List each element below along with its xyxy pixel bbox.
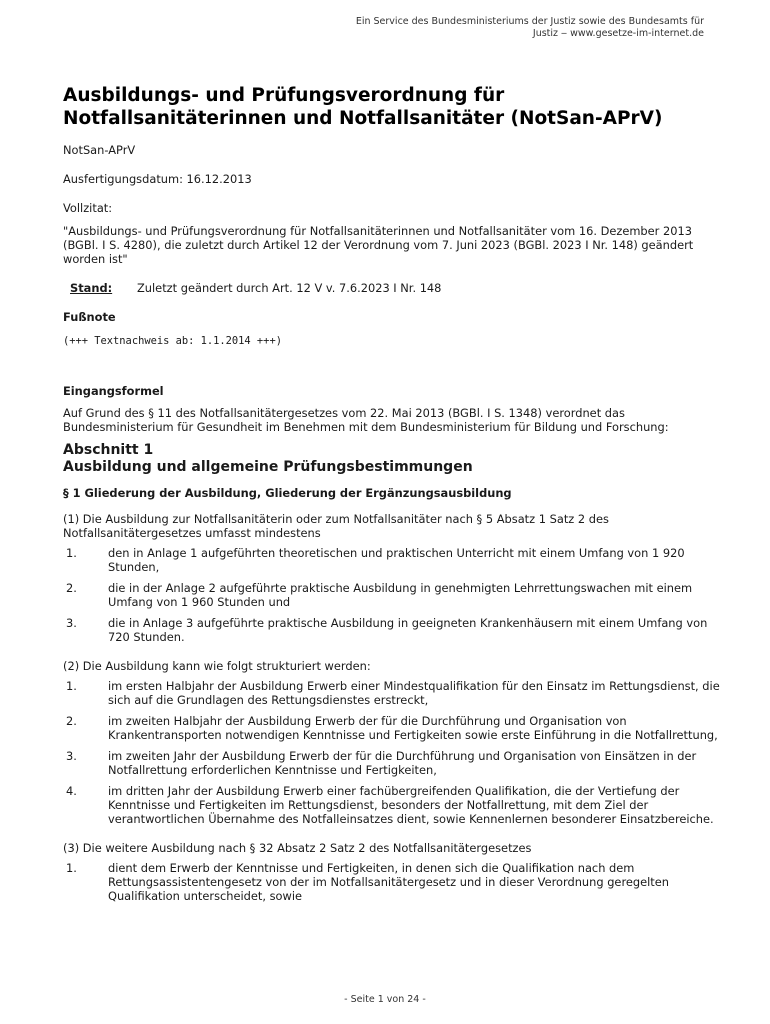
item-number: 3. [66, 749, 77, 763]
document-body [63, 143, 723, 918]
list-item [63, 679, 723, 707]
absatz-2-intro: (2) Die Ausbildung kann wie folgt strukturiert werden: [63, 659, 371, 673]
document-title: Ausbildungs- und Prüfungsverordnung für Notfallsanitäterinnen und Notfallsanitäter (NotSan-APrV) [63, 85, 663, 129]
list-item [63, 581, 723, 609]
vollzitat-text: "Ausbildungs- und Prüfungsverordnung für Notfallsanitäterinnen und Notfallsanitäter vom 16. Dezember 2013 (BGBl. I S. 4280), die zuletzt durch Artikel 12 der Verordnung vom 7. Juni 2023 (BGBl. 2023 I Nr. 148) geändert worden ist" [63, 224, 694, 266]
item-number: 2. [66, 581, 77, 595]
list-item [63, 784, 723, 826]
stand-row [70, 281, 723, 295]
item-number: 1. [66, 679, 77, 693]
stand-label: Stand: [70, 281, 113, 295]
item-text: im zweiten Jahr der Ausbildung Erwerb der für die Durchführung und Organisation von Einsätzen in der Notfallrettung erforderlichen Kenntnisse und Fertigkeiten, [108, 749, 697, 777]
page-header [324, 16, 704, 40]
abschnitt-title: Ausbildung und allgemeine Prüfungsbestimmungen [63, 459, 473, 475]
absatz-3-intro: (3) Die weitere Ausbildung nach § 32 Absatz 2 Satz 2 des Notfallsanitätergesetzes [63, 841, 532, 855]
abschnitt-heading [63, 442, 723, 476]
abschnitt-number: Abschnitt 1 [63, 442, 154, 458]
list-item [63, 616, 723, 644]
item-text: dient dem Erwerb der Kenntnisse und Fertigkeiten, in denen sich die Qualifikation nach dem Rettungsassistentengesetz von der im Notfallsanitätergesetz und in dieser Verordnung geregelten Qualifikation unterscheidet, sowie [108, 861, 669, 903]
item-number: 3. [66, 616, 77, 630]
eingangsformel-heading: Eingangsformel [63, 384, 164, 398]
header-line-2: Justiz ‒ www.gesetze-im-internet.de [532, 28, 704, 39]
eingangsformel-text: Auf Grund des § 11 des Notfallsanitätergesetzes vom 22. Mai 2013 (BGBl. I S. 1348) verordnet das Bundesministerium für Gesundheit im Benehmen mit dem Bundesministerium für Bildung und Forschung: [63, 406, 669, 434]
item-text: den in Anlage 1 aufgeführten theoretischen und praktischen Unterricht mit einem Umfang von 1 920 Stunden, [108, 546, 685, 574]
item-text: die in Anlage 3 aufgeführte praktische Ausbildung in geeigneten Krankenhäusern mit einem Umfang von 720 Stunden. [108, 616, 708, 644]
item-text: die in der Anlage 2 aufgeführte praktische Ausbildung in genehmigten Lehrrettungswachen mit einem Umfang von 1 960 Stunden und [108, 581, 693, 609]
header-line-1: Ein Service des Bundesministeriums der Justiz sowie des Bundesamts für [355, 16, 704, 27]
fussnote-heading: Fußnote [63, 310, 116, 324]
fussnote-text: (+++ Textnachweis ab: 1.1.2014 +++) [63, 335, 282, 347]
item-number: 4. [66, 784, 77, 798]
paragraph-heading: § 1 Gliederung der Ausbildung, Gliederung der Ergänzungsausbildung [63, 486, 512, 500]
abbreviation: NotSan-APrV [63, 143, 136, 157]
item-number: 1. [66, 546, 77, 560]
absatz-1-intro: (1) Die Ausbildung zur Notfallsanitäterin oder zum Notfallsanitäter nach § 5 Absatz 1 Satz 2 des Notfallsanitätergesetzes umfasst mindestens [63, 512, 609, 540]
absatz-2-list [63, 679, 723, 826]
item-text: im zweiten Halbjahr der Ausbildung Erwerb der für die Durchführung und Organisation von Krankentransporten notwendigen Kenntnisse und Fertigkeiten sowie erste Einführung in die Notfallrettung, [108, 714, 718, 742]
absatz-1-list [63, 546, 723, 644]
page-number-footer: - Seite 1 von 24 - [344, 994, 426, 1005]
list-item [63, 861, 723, 903]
list-item [63, 714, 723, 742]
stand-text: Zuletzt geändert durch Art. 12 V v. 7.6.2023 I Nr. 148 [137, 281, 442, 295]
list-item [63, 546, 723, 574]
ausfertigungsdatum: Ausfertigungsdatum: 16.12.2013 [63, 172, 252, 186]
absatz-3-list [63, 861, 723, 903]
vollzitat-label: Vollzitat: [63, 201, 113, 215]
item-text: im dritten Jahr der Ausbildung Erwerb einer fachübergreifenden Qualifikation, die der Vertiefung der Kenntnisse und Fertigkeiten im Rettungsdienst, besonders der Notfallrettung, mit dem Ziel der verantwortlichen Übernahme des Notfalleinsatzes dient, sowie Kennenlernen besonderer Einsatzbereiche. [108, 784, 714, 826]
item-number: 2. [66, 714, 77, 728]
item-text: im ersten Halbjahr der Ausbildung Erwerb einer Mindestqualifikation für den Einsatz im Rettungsdienst, die sich auf die Grundlagen des Rettungsdienstes erstreckt, [108, 679, 720, 707]
list-item [63, 749, 723, 777]
item-number: 1. [66, 861, 77, 875]
